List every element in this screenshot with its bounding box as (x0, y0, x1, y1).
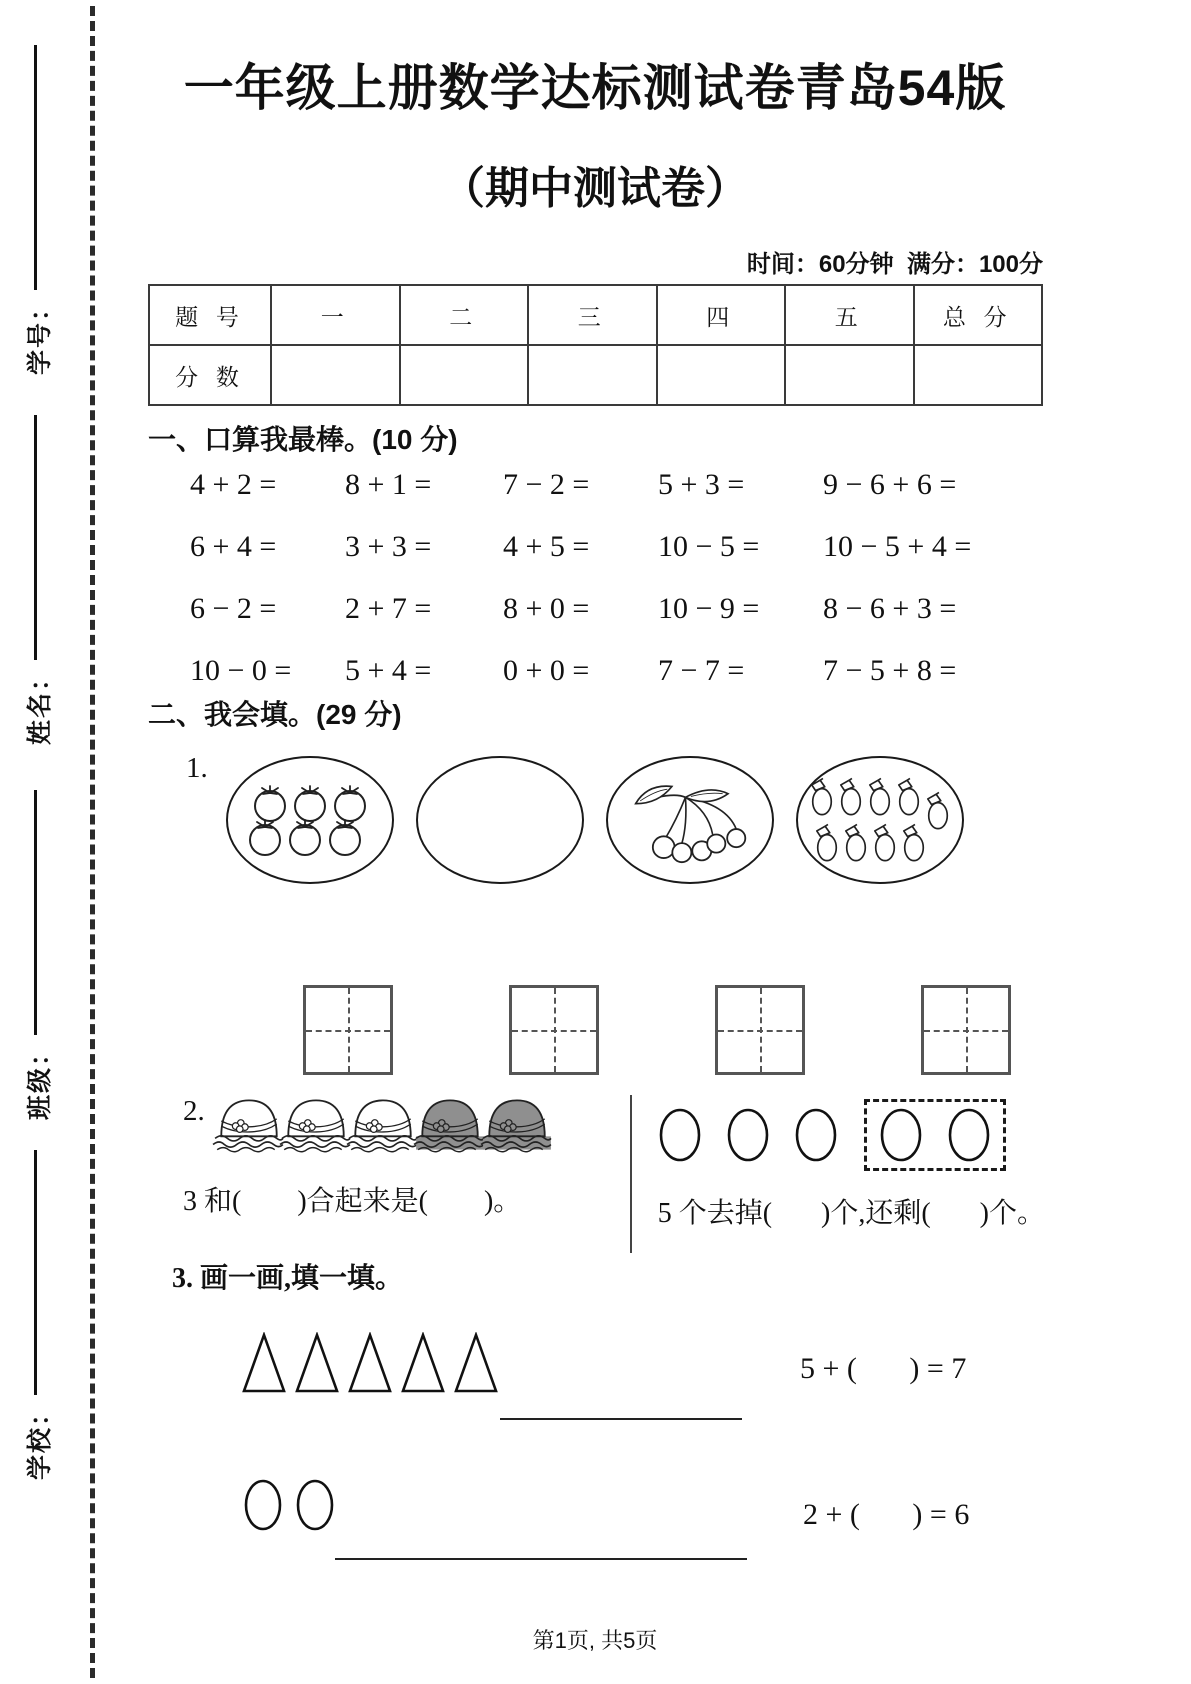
question2-right-text: 5 个去掉( )个,还剩( )个。 (657, 1198, 1045, 1229)
equation-2: 2 + ( ) = 6 (803, 1498, 970, 1531)
math-expression: 7 − 5 + 8 = (823, 654, 957, 687)
triangle-icon (399, 1332, 447, 1394)
question3-number: 3. (172, 1263, 193, 1294)
question2-number: 2. (183, 1095, 205, 1127)
eggplant-icon (867, 777, 893, 817)
eggplant-icon (901, 823, 927, 863)
triangle-icon (240, 1332, 288, 1394)
score-table-cell: 分 数 (149, 345, 271, 405)
sidebar-item-name (20, 415, 56, 745)
math-expression: 10 − 5 = (658, 530, 760, 563)
hats-row (183, 1095, 630, 1153)
question3-heading (172, 1256, 403, 1296)
circle-icon (295, 1478, 335, 1532)
circle-icon (243, 1478, 283, 1532)
class-blank-line (34, 790, 37, 1035)
answer-line (500, 1418, 742, 1420)
score-table-cell: 二 (400, 285, 529, 345)
section2-heading: 二、我会填。(29 分) (148, 699, 402, 730)
oval-eggplants (796, 756, 964, 884)
tomato-row (245, 817, 365, 857)
name-label: 姓名： (26, 663, 54, 745)
gray-hat-group (412, 1095, 546, 1153)
circle-icon (658, 1107, 702, 1163)
oval-cherries (606, 756, 774, 884)
math-expression: 7 − 7 = (658, 654, 745, 687)
score-table-empty-cell (271, 345, 400, 405)
score-table-empty-cell (657, 345, 786, 405)
math-expression: 8 + 0 = (503, 592, 590, 625)
math-expression: 10 − 0 = (190, 654, 292, 687)
score-table-empty-cell (785, 345, 914, 405)
eggplant-icon (843, 823, 869, 863)
eggplant-icon (838, 777, 864, 817)
oval-tomatoes (226, 756, 394, 884)
answer-grid-box (715, 985, 805, 1075)
score-table-cell: 一 (271, 285, 400, 345)
math-expression: 10 − 9 = (658, 592, 760, 625)
triangle-icon (452, 1332, 500, 1394)
eggplant-icon (925, 791, 951, 831)
sidebar-item-student-number (20, 45, 56, 375)
eggplant-icon (872, 823, 898, 863)
school-blank-line (34, 1150, 37, 1395)
equation-1: 5 + ( ) = 7 (800, 1352, 967, 1385)
score-table-cell: 总 分 (914, 285, 1043, 345)
eggplant-row (814, 823, 927, 863)
boxed-circle-group (879, 1107, 991, 1163)
student-number-blank-line (34, 45, 37, 290)
triangle-icon (293, 1332, 341, 1394)
circle-icon (947, 1107, 991, 1163)
tomato-icon (245, 817, 285, 857)
sidebar-item-class (20, 790, 56, 1120)
eggplant-icon (896, 777, 922, 817)
eggplant-icon (809, 777, 835, 817)
student-number-label: 学号： (26, 293, 54, 375)
tomato-icon (285, 817, 325, 857)
gray-hat-icon (479, 1095, 555, 1153)
white-hat-icon (278, 1095, 354, 1153)
math-expression: 5 + 4 = (345, 654, 432, 687)
question1-number: 1. (186, 752, 208, 784)
school-label: 学校： (26, 1398, 54, 1480)
tomato-icon (325, 817, 365, 857)
gray-hat-icon (412, 1095, 488, 1153)
question3-heading-text: 画一画,填一填。 (193, 1263, 404, 1294)
question2-left (183, 1095, 630, 1253)
math-expression: 8 + 1 = (345, 468, 432, 501)
score-table-cell: 题 号 (149, 285, 271, 345)
answer-grid-box (921, 985, 1011, 1075)
score-table-empty-cell (914, 345, 1043, 405)
dashed-selection-box (864, 1099, 1006, 1171)
mental-math-grid (190, 468, 1050, 688)
answer-grid-box (509, 985, 599, 1075)
math-expression: 8 − 6 + 3 = (823, 592, 957, 625)
math-expression: 4 + 5 = (503, 530, 590, 563)
math-expression: 6 − 2 = (190, 592, 277, 625)
circle-icon (794, 1107, 838, 1163)
math-expression: 4 + 2 = (190, 468, 277, 501)
triangle-row (240, 1332, 500, 1394)
sidebar-item-school (20, 1150, 56, 1480)
score-table-score-row (149, 345, 1042, 405)
score-table-empty-cell (528, 345, 657, 405)
section1-heading: 一、口算我最棒。(10 分) (148, 424, 458, 455)
math-expression: 7 − 2 = (503, 468, 590, 501)
plain-circle-group (658, 1107, 838, 1163)
score-table-empty-cell (400, 345, 529, 405)
math-expression: 2 + 7 = (345, 592, 432, 625)
math-expression: 9 − 6 + 6 = (823, 468, 957, 501)
circle-row (243, 1478, 335, 1532)
math-expression: 6 + 4 = (190, 530, 277, 563)
eggplant-icon (814, 823, 840, 863)
math-expression: 10 − 5 + 4 = (823, 530, 972, 563)
score-table (148, 284, 1043, 406)
page-title: 一年级上册数学达标测试卷青岛54版 (183, 60, 1007, 116)
score-table-cell: 四 (657, 285, 786, 345)
question2-right (630, 1095, 1045, 1253)
cherries-icon (622, 774, 758, 866)
oval-empty (416, 756, 584, 884)
math-expression: 3 + 3 = (345, 530, 432, 563)
circle-icon (726, 1107, 770, 1163)
answer-grid-box (303, 985, 393, 1075)
time-score-info: 时间：60分钟 满分：100分 (746, 251, 1043, 278)
answer-grid-row (303, 985, 1011, 1075)
white-hat-icon (211, 1095, 287, 1153)
page-number: 第1页, 共5页 (532, 1628, 658, 1653)
name-blank-line (34, 415, 37, 660)
white-hat-group (211, 1095, 412, 1153)
circle-icon (879, 1107, 923, 1163)
question1-ovals (226, 756, 964, 884)
class-label: 班级： (26, 1038, 54, 1120)
circles-row (658, 1099, 1045, 1171)
binding-dashed-line (90, 6, 95, 1678)
answer-line (335, 1558, 747, 1560)
score-table-header-row (149, 285, 1042, 345)
question2-left-text: 3 和( )合起来是( )。 (183, 1186, 522, 1217)
triangle-icon (346, 1332, 394, 1394)
white-hat-icon (345, 1095, 421, 1153)
math-expression: 0 + 0 = (503, 654, 590, 687)
math-expression: 5 + 3 = (658, 468, 745, 501)
page-subtitle: （期中测试卷） (441, 164, 749, 213)
question2-block (183, 1095, 1045, 1253)
score-table-cell: 五 (785, 285, 914, 345)
score-table-cell: 三 (528, 285, 657, 345)
